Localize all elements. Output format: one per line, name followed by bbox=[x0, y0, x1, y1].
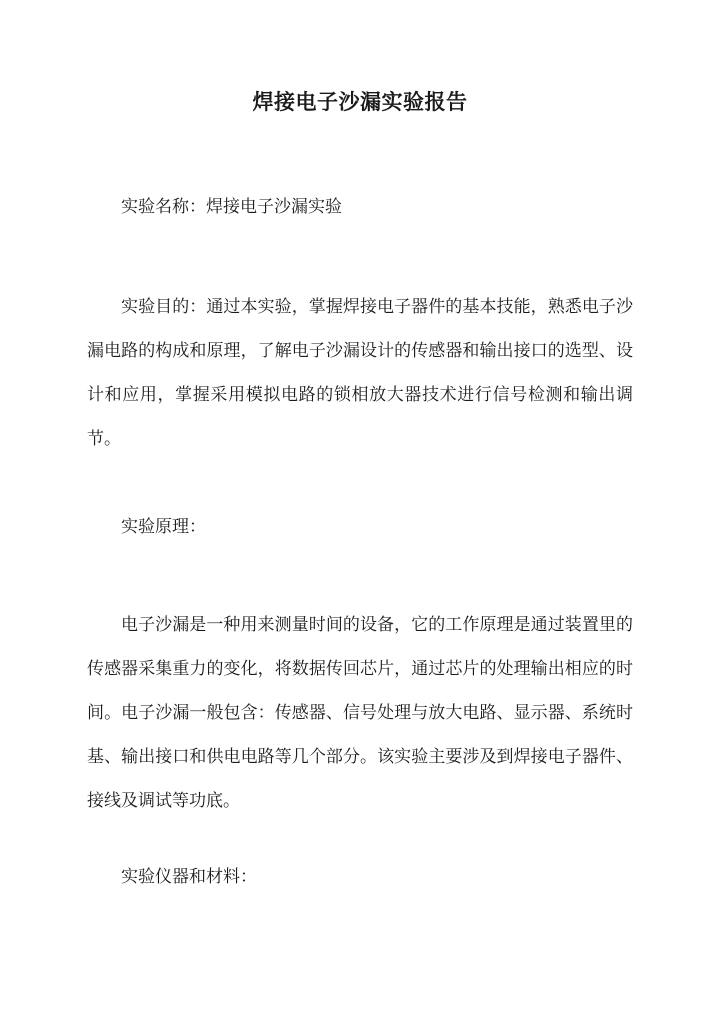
principle-paragraph: 电子沙漏是一种用来测量时间的设备，它的工作原理是通过装置里的传感器采集重力的变化，将数据传回芯片，通过芯片的处理输出相应的时间。电子沙漏一般包含：传感器、信号处理与放大电路、显示器、系统时基、输出接口和供电电路等几个部分。该实验主要涉及到焊接电子器件、接线及调试等功底。 bbox=[87, 615, 633, 811]
principle-heading: 实验原理： bbox=[121, 517, 206, 537]
materials-heading: 实验仪器和材料： bbox=[121, 867, 257, 887]
experiment-name-paragraph: 实验名称：焊接电子沙漏实验 bbox=[121, 197, 342, 217]
document-title: 焊接电子沙漏实验报告 bbox=[252, 89, 468, 114]
experiment-purpose-paragraph: 实验目的：通过本实验，掌握焊接电子器件的基本技能，熟悉电子沙漏电路的构成和原理，了解电子沙漏设计的传感器和输出接口的选型、设计和应用，掌握采用模拟电路的锁相放大器技术进行信号检测和输出调节。 bbox=[87, 297, 633, 449]
